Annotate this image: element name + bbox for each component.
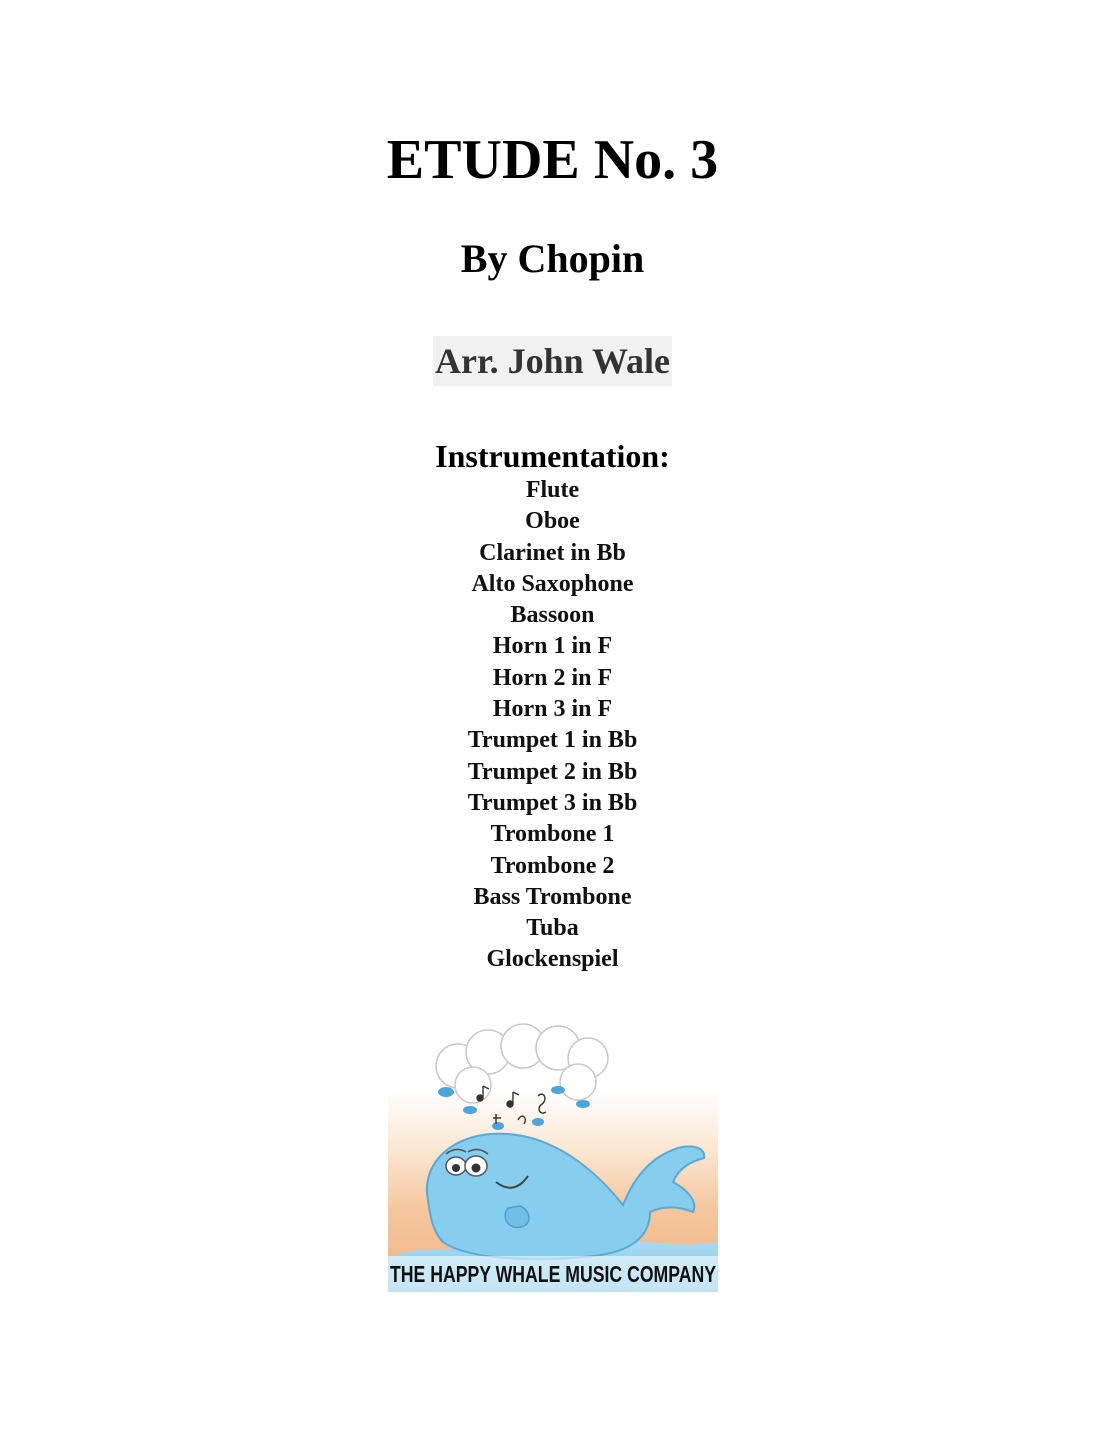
instrument-item: Trombone 1	[490, 821, 615, 848]
instrument-list	[0, 475, 1105, 976]
instrument-item: Trumpet 2 in Bb	[467, 758, 638, 785]
instrument-item: Bass Trombone	[473, 883, 632, 910]
whale-logo	[388, 1030, 718, 1292]
instrumentation-heading: Instrumentation:	[435, 438, 670, 474]
instrument-item: Alto Saxophone	[471, 570, 634, 597]
instrument-item: Horn 2 in F	[492, 664, 613, 691]
arranger: Arr. John Wale	[433, 336, 672, 386]
instrument-item: Trumpet 1 in Bb	[467, 727, 638, 754]
instrument-item: Horn 1 in F	[492, 633, 613, 660]
instrument-item: Trumpet 3 in Bb	[467, 789, 638, 816]
instrument-item: Trombone 2	[490, 852, 615, 879]
instrument-item: Oboe	[525, 508, 580, 535]
instrument-item: Bassoon	[510, 602, 595, 629]
instrument-item: Tuba	[526, 915, 579, 942]
instrument-item: Clarinet in Bb	[479, 539, 626, 566]
instrument-item: Flute	[525, 477, 580, 503]
logo-text: THE HAPPY WHALE MUSIC COMPANY	[390, 1261, 716, 1287]
arranger-block	[0, 336, 1105, 386]
composer: By Chopin	[460, 236, 645, 281]
instrument-item: Glockenspiel	[486, 946, 619, 973]
title: ETUDE No. 3	[386, 129, 719, 191]
instrument-item: Horn 3 in F	[492, 696, 613, 723]
